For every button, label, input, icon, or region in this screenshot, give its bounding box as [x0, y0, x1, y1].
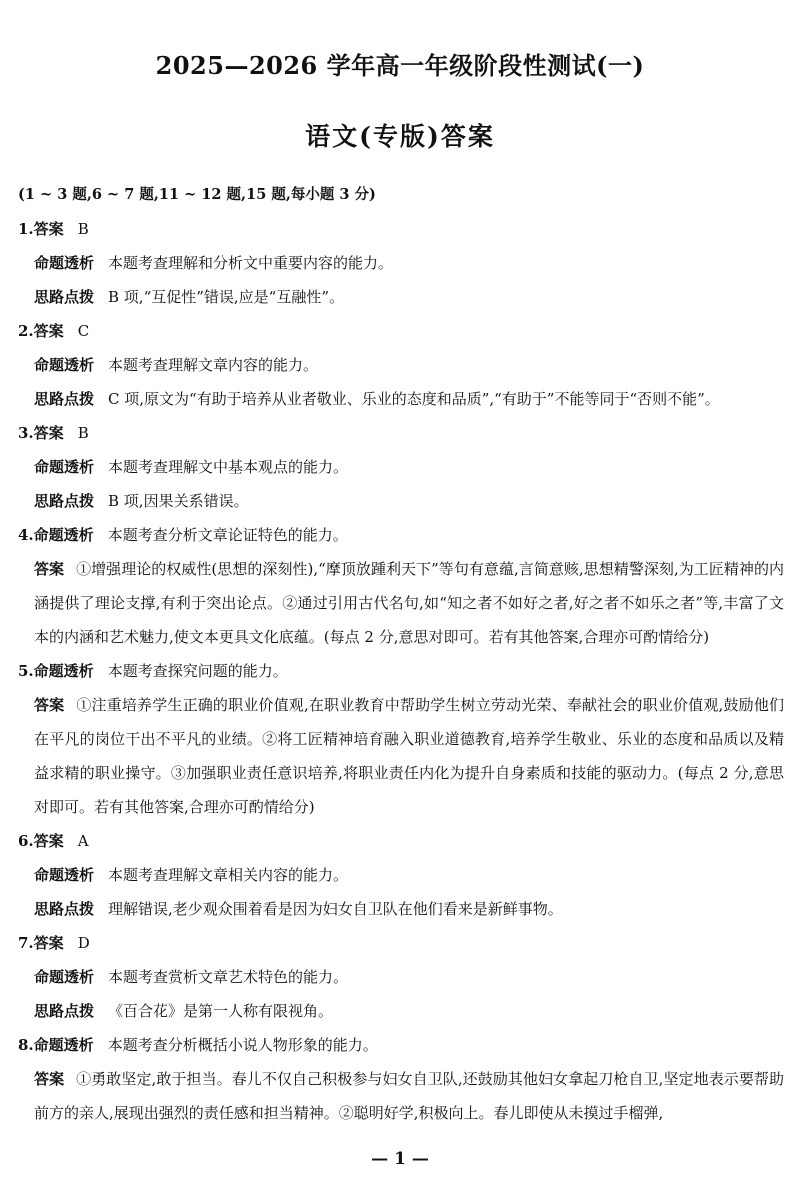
- answer-value: B: [77, 220, 89, 238]
- answer-content: [18, 178, 784, 1130]
- answer-label: 答案: [34, 1070, 65, 1088]
- question-number: 7.: [18, 934, 34, 952]
- scoring-note: (1 ~ 3 题,6 ~ 7 题,11 ~ 12 题,15 题,每小题 3 分): [18, 186, 376, 203]
- answer-value: D: [77, 934, 90, 952]
- answer-label: 答案: [33, 832, 64, 850]
- hint-text: 理解错误,老少观众围着看是因为妇女自卫队在他们看来是新鲜事物。: [108, 900, 563, 918]
- answer-label: 答案: [33, 424, 64, 442]
- question-number: 5.: [18, 662, 34, 680]
- question-3-answer: [18, 416, 784, 450]
- question-number: 3.: [18, 424, 34, 442]
- answer-label: 答案: [33, 322, 64, 340]
- question-5-analysis: [18, 654, 784, 688]
- hint-label: 思路点拨: [34, 390, 95, 408]
- analysis-text: 本题考查理解文章相关内容的能力。: [108, 866, 349, 884]
- page-subtitle: 语文(专版)答案: [305, 122, 495, 151]
- answer-label: 答案: [33, 934, 64, 952]
- question-2-hint: [18, 382, 784, 416]
- question-number: 8.: [18, 1036, 34, 1054]
- question-1-hint: [18, 280, 784, 314]
- page-title: 2025—2026 学年高一年级阶段性测试(一): [155, 51, 645, 80]
- answer-label: 答案: [33, 220, 64, 238]
- analysis-label: 命题透析: [34, 458, 95, 476]
- analysis-label: 命题透析: [34, 866, 95, 884]
- analysis-text: 本题考查探究问题的能力。: [107, 662, 288, 680]
- answer-text: ①注重培养学生正确的职业价值观,在职业教育中帮助学生树立劳动光荣、奉献社会的职业价值观,鼓励他们在平凡的岗位干出不平凡的业绩。②将工匠精神培育融入职业道德教育,培养学生敬业、乐业的态度和品质以及精益求精的职业操守。③加强职业责任意识培养,将职业责任内化为提升自身素质和技能的驱动力。(每点 2 分,意思对即可。若有其他答案,合理亦可酌情给分): [34, 696, 784, 816]
- analysis-label: 命题透析: [34, 254, 95, 272]
- analysis-label: 命题透析: [34, 356, 95, 374]
- question-3-analysis: [18, 450, 784, 484]
- question-4-analysis: [18, 518, 784, 552]
- analysis-text: 本题考查赏析文章艺术特色的能力。: [108, 968, 349, 986]
- question-7-analysis: [18, 960, 784, 994]
- question-7-hint: [18, 994, 784, 1028]
- answer-value: B: [77, 424, 89, 442]
- question-number: 1.: [18, 220, 34, 238]
- analysis-text: 本题考查理解和分析文中重要内容的能力。: [108, 254, 394, 272]
- question-number: 2.: [18, 322, 34, 340]
- question-7-answer: [18, 926, 784, 960]
- analysis-text: 本题考查分析概括小说人物形象的能力。: [107, 1036, 378, 1054]
- analysis-label: 命题透析: [34, 968, 95, 986]
- page-number: — 1 —: [371, 1149, 429, 1169]
- question-8-analysis: [18, 1028, 784, 1062]
- analysis-label: 命题透析: [33, 662, 94, 680]
- answer-label: 答案: [34, 560, 65, 578]
- question-6-analysis: [18, 858, 784, 892]
- hint-text: C 项,原文为“有助于培养从业者敬业、乐业的态度和品质”,“有助于”不能等同于“否则不能”。: [108, 390, 720, 408]
- answer-text: ①增强理论的权威性(思想的深刻性),“摩顶放踵利天下”等句有意蕴,言简意赅,思想精警深刻,为工匠精神的内涵提供了理论支撑,有利于突出论点。②通过引用古代名句,如“知之者不如好之者,好之者不如乐之者”等,丰富了文本的内涵和艺术魅力,使文本更具文化底蕴。(每点 2 分,意思对即可。若有其他答案,合理亦可酌情给分): [34, 560, 784, 646]
- question-number: 4.: [18, 526, 34, 544]
- question-1-answer: [18, 212, 784, 246]
- hint-label: 思路点拨: [34, 288, 95, 306]
- analysis-label: 命题透析: [33, 1036, 94, 1054]
- question-2-answer: [18, 314, 784, 348]
- hint-label: 思路点拨: [34, 1002, 95, 1020]
- question-number: 6.: [18, 832, 34, 850]
- analysis-label: 命题透析: [33, 526, 94, 544]
- question-4-answer: [18, 552, 784, 654]
- question-2-analysis: [18, 348, 784, 382]
- answer-value: A: [77, 832, 89, 850]
- analysis-text: 本题考查分析文章论证特色的能力。: [107, 526, 348, 544]
- hint-label: 思路点拨: [34, 900, 95, 918]
- answer-text: ①勇敢坚定,敢于担当。春儿不仅自己积极参与妇女自卫队,还鼓励其他妇女拿起刀枪自卫,坚定地表示要帮助前方的亲人,展现出强烈的责任感和担当精神。②聪明好学,积极向上。春儿即使从未摸过手榴弹,: [34, 1070, 784, 1122]
- question-6-hint: [18, 892, 784, 926]
- question-1-analysis: [18, 246, 784, 280]
- hint-label: 思路点拨: [34, 492, 95, 510]
- answer-value: C: [77, 322, 90, 340]
- question-6-answer: [18, 824, 784, 858]
- question-8-answer: [18, 1062, 784, 1130]
- question-5-answer: [18, 688, 784, 824]
- answer-label: 答案: [34, 696, 65, 714]
- hint-text: B 项,因果关系错误。: [108, 492, 249, 510]
- hint-text: 《百合花》是第一人称有限视角。: [108, 1002, 334, 1020]
- analysis-text: 本题考查理解文章内容的能力。: [108, 356, 319, 374]
- hint-text: B 项,“互促性”错误,应是“互融性”。: [108, 288, 345, 306]
- analysis-text: 本题考查理解文中基本观点的能力。: [108, 458, 349, 476]
- question-3-hint: [18, 484, 784, 518]
